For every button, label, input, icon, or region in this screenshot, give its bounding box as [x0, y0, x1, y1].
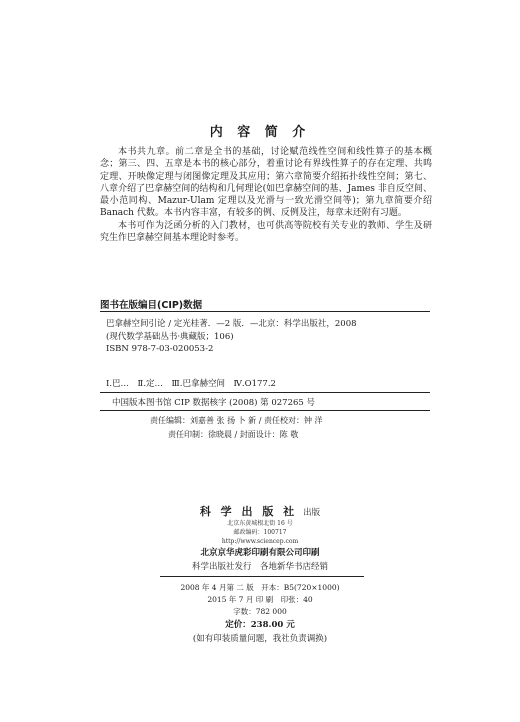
cip-classification: Ⅰ.巴… Ⅱ.定… Ⅲ.巴拿赫空间 Ⅳ.O177.2: [106, 379, 276, 389]
cip-record: [106, 318, 430, 356]
word-count: 字数：782 000: [233, 607, 287, 616]
publisher-website: http://www.sciencep.com: [221, 538, 299, 545]
cip-line-isbn: ISBN 978-7-03-020053-2: [106, 344, 214, 354]
intro-paragraph-1: 本书共九章。前二章是全书的基础，讨论赋范线性空间和线性算子的基本概念；第三、四、五章是本书的核心部分，着重讨论有界线性算子的存在定理、共鸣定理、开映像定理与闭图像定理及其应用；第六章简要介绍拓扑线性空间；第七、八章介绍了巴拿赫空间的结构和几何理论(如巴拿赫空间的基、James 非自反空间、最小范同构、Mazur-Ulam 定理以及光滑与一致光滑空间等)；第九章简要介绍 Banach 代数。本书内容丰富，有较多的例、反例及注，每章末还附有习题。: [100, 147, 432, 219]
cip-divider: [100, 311, 430, 312]
editor-credits: 责任编辑：刘嘉善 张 扬 卜 新 / 责任校对：钟 洋: [150, 416, 323, 425]
publisher-postcode: 邮政编码：100717: [233, 529, 287, 536]
quality-notice: (如有印装质量问题，我社负责调换): [192, 634, 328, 644]
production-credits: 责任印制：徐晓晨 / 封面设计：陈 敬: [168, 430, 299, 439]
cip-number: 中国版本图书馆 CIP 数据核字 (2008) 第 027265 号: [112, 398, 316, 408]
price: 定价：238.00 元: [225, 620, 295, 630]
publisher-address: 北京东黄城根北街 16 号: [227, 520, 293, 527]
cip-line-title: 巴拿赫空间引论 / 定光桂著．—2 版．—北京：科学出版社，2008: [106, 319, 357, 329]
specs-divider: [160, 576, 364, 577]
edition-info: 2008 年 4 月第 二 版 开本：B5(720×1000): [180, 583, 340, 592]
cip-divider: [100, 410, 430, 411]
intro-paragraph-2: 本书可作为泛函分析的入门教材，也可供高等院校有关专业的教师、学生及研究生作巴拿赫空间基本理论时参考。: [100, 220, 432, 244]
printing-info: 2015 年 7 月 印 刷 印张：40: [207, 595, 313, 604]
publisher-suffix: 出版: [303, 508, 321, 518]
cip-line-series: (现代数学基础丛书·典藏版；106): [106, 331, 234, 342]
printer: 北京京华虎彩印刷有限公司印刷: [200, 548, 320, 558]
publisher-name: 科 学 出 版 社: [199, 505, 298, 518]
publisher-block: [0, 500, 520, 546]
cip-divider: [100, 392, 430, 393]
intro-title: 内 容 简 介: [209, 125, 311, 140]
cip-title: 图书在版编目(CIP)数据: [100, 300, 203, 311]
intro-body: [100, 146, 432, 244]
distribution: 科学出版社发行 各地新华书店经销: [191, 562, 328, 572]
